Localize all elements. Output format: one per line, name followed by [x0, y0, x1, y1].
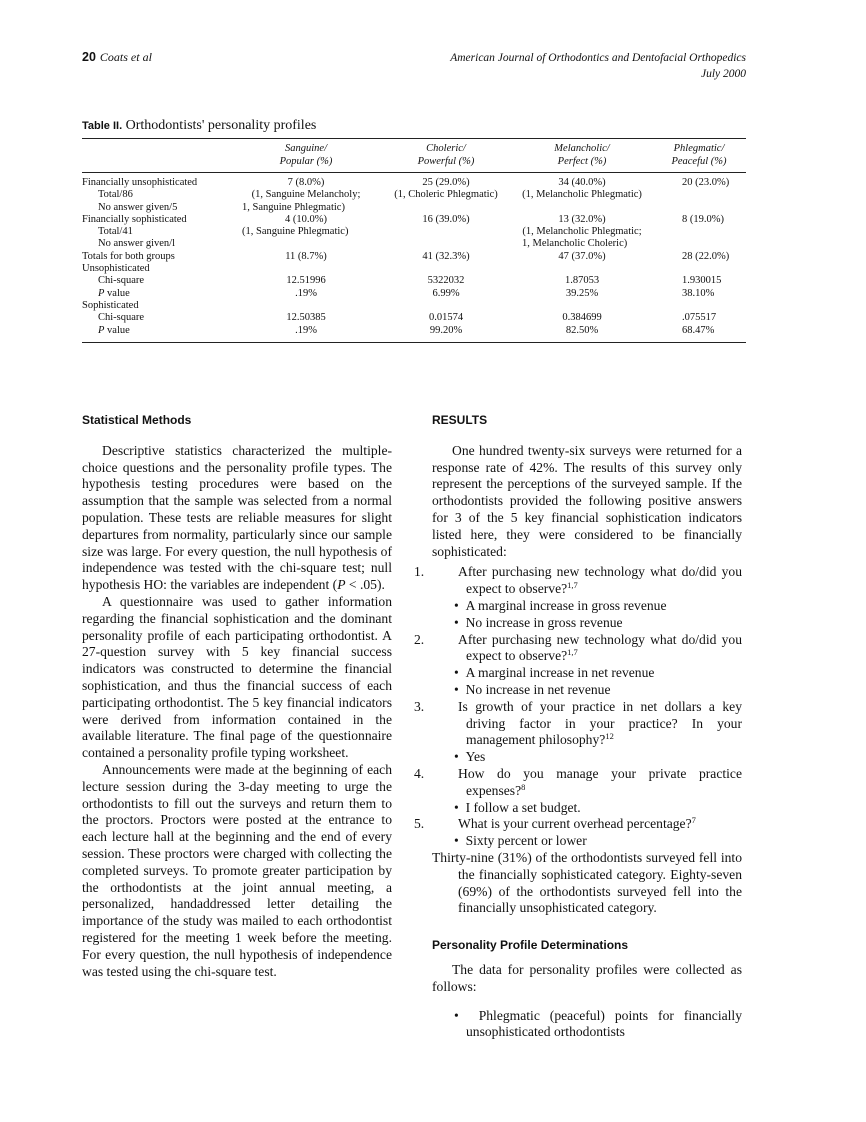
- table-row: Financially sophisticated 4 (10.0%) 16 (39.0%) 13 (32.0%) 8 (19.0%): [82, 213, 724, 225]
- section-heading-personality-profile: Personality Profile Determinations: [432, 938, 629, 953]
- journal-info: [450, 50, 746, 82]
- paragraph: Announcements were made at the beginning of each lecture session during the 3-day meeting to urge the orthodontists to fill out the surveys and return them to the proctors. Proctors were posted at the entrance to each lecture hall at the beginning and the end of every session. These proctors were charged with collecting the completed surveys. To promote greater participation by the orthodontists at the joint annual meeting, a personalized, handaddressed letter detailing the importance of the study was mailed to each orthodontist registered for the meeting 1 week before the meeting. For every question, the null hypothesis of independence was tested using the chi-square test.: [82, 761, 392, 979]
- table-header-row: [82, 139, 746, 173]
- running-head: [82, 50, 746, 80]
- table-label: Table II.: [82, 120, 123, 132]
- table-row: Unsophisticated: [82, 263, 150, 275]
- header-sanguine: Sanguine/ Popular (%): [279, 143, 333, 167]
- page-number: 20: [82, 50, 96, 64]
- answer-bullet: • A marginal increase in net revenue: [454, 665, 655, 681]
- header-choleric: Choleric/ Powerful (%): [417, 143, 475, 167]
- indicator-list: [414, 564, 742, 850]
- paragraph: The data for personality profiles were collected as follows:: [432, 961, 742, 994]
- header-melancholic: Melancholic/ Perfect (%): [554, 143, 610, 167]
- table-row: Sophisticated: [82, 299, 139, 311]
- answer-bullet: • Yes: [454, 749, 486, 765]
- answer-bullet: • Sixty percent or lower: [454, 833, 587, 849]
- personality-profiles-table: [82, 138, 746, 343]
- paragraph: One hundred twenty-six surveys were returned for a response rate of 42%. The results of this survey only represent the perceptions of the surveyed sample. If the orthodontists provided the following positive answers for 3 of the 5 key financial sophistication indicators listed here, they were considered to be financially sophisticated:: [432, 442, 742, 559]
- table-row: No answer given/l 1, Melancholic Choleric): [98, 238, 628, 250]
- table-row: Chi-square 12.50385 0.01574 0.384699 .075517: [98, 312, 717, 324]
- question-item: 3. Is growth of your practice in net dollars a key driving factor in your practice? In your management philosophy?$^{12}$: [414, 698, 742, 748]
- table-row: Chi-square 12.51996 5322032 1.87053 1.930015: [98, 275, 722, 287]
- table-row: Total/86 (1, Sanguine Melancholy; (1, Choleric Phlegmatic) (1, Melancholic Phlegmatic): [98, 189, 642, 201]
- paragraph: Descriptive statistics characterized the multiple-choice questions and the personality profile types. The hypothesis testing procedures were based on the assumption that the sample was selected from a normal population. These tests are reliable measures for slight departures from normality, particularly since our sample size was large. For every question, the null hypothesis of independence was tested with the chi-square test; null hypothesis HO: the variables are independent (P < .05).: [82, 442, 392, 593]
- question-item: 2. After purchasing new technology what do/did you expect to observe?$^{1,7}$: [414, 631, 742, 664]
- profile-bullet: • Phlegmatic (peaceful) points for financially unsophisticated orthodontists: [454, 1007, 742, 1040]
- answer-bullet: • No increase in net revenue: [454, 681, 611, 697]
- question-item: 5. What is your current overhead percentage?$^7$: [414, 815, 696, 832]
- answer-bullet: • I follow a set budget.: [454, 799, 581, 815]
- question-item: 4. How do you manage your private practice expenses?$^8$: [414, 765, 742, 798]
- table-row: Totals for both groups 11 (8.7%) 41 (32.3%) 47 (37.0%) 28 (22.0%): [82, 250, 730, 262]
- author-line: Coats et al: [99, 50, 152, 64]
- left-column: [82, 412, 392, 980]
- table-row: Total/41 (1, Sanguine Phlegmatic) (1, Melancholic Phlegmatic;: [98, 226, 642, 238]
- header-phlegmatic: Phlegmatic/ Peaceful (%): [671, 143, 727, 167]
- summary-paragraph: Thirty-nine (31%) of the orthodontists surveyed fell into the financially sophisticated category. Eighty-seven (69%) of the orthodontists surveyed fell into the financially unsophisticated category.: [432, 849, 742, 916]
- section-heading-results: RESULTS: [432, 413, 488, 427]
- header-empty: [82, 139, 232, 173]
- answer-bullet: • No increase in gross revenue: [454, 614, 623, 630]
- table-row: P value .19% 99.20% 82.50% 68.47%: [82, 325, 746, 343]
- question-item: 1. After purchasing new technology what do/did you expect to observe?$^{1,7}$: [414, 564, 742, 597]
- table-row: P value .19% 6.99% 39.25% 38.10%: [98, 287, 715, 299]
- right-column: [414, 412, 742, 1041]
- answer-bullet: • A marginal increase in gross revenue: [454, 597, 667, 613]
- table-row: Financially unsophisticated 7 (8.0%) 25 (29.0%) 34 (40.0%) 20 (23.0%): [82, 177, 730, 188]
- journal-date: July 2000: [700, 68, 746, 80]
- table-caption: [82, 118, 316, 134]
- section-heading-statistical-methods: Statistical Methods: [82, 413, 192, 427]
- table-row: No answer given/5 1, Sanguine Phlegmatic): [98, 201, 345, 213]
- paragraph: A questionnaire was used to gather information regarding the financial sophistication and the dominant personality profile of each participating orthodontist. A 27-question survey with 5 key financial success indicators was constructed to determine the financial sophistication, and thus the financial success of each participating orthodontist. The 5 key financial indicators were derived from information contained in the available literature. The final page of the questionnaire contained a personality profile typing worksheet.: [82, 593, 392, 761]
- journal-name: American Journal of Orthodontics and Dentofacial Orthopedics: [450, 52, 746, 64]
- table-title: Orthodontists' personality profiles: [125, 118, 317, 133]
